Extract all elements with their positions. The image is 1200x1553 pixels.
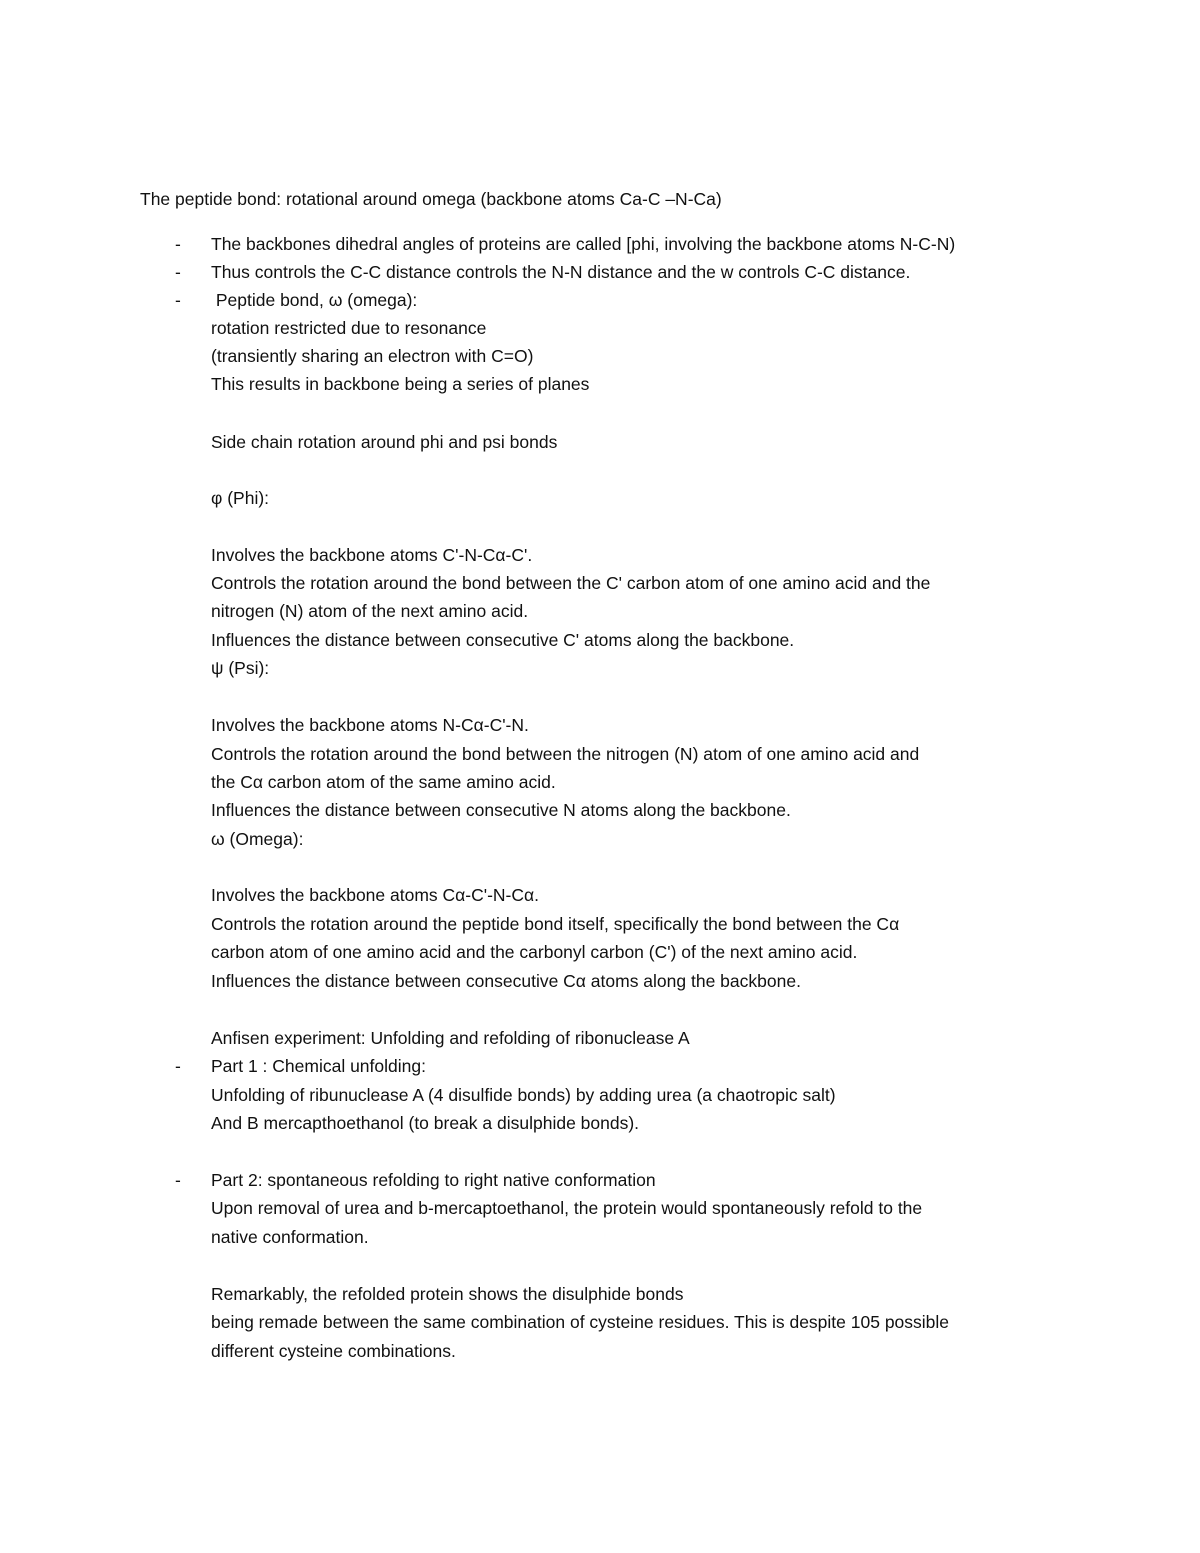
anfinsen-heading: Anfisen experiment: Unfolding and refolding of ribonuclease A: [211, 1028, 690, 1048]
text-line: Upon removal of urea and b-mercaptoethanol, the protein would spontaneously refold to the: [211, 1198, 923, 1218]
text-line: Thus controls the C-C distance controls the N-N distance and the w controls C-C distance.: [211, 262, 911, 282]
text-line: rotation restricted due to resonance: [211, 318, 487, 338]
bullet-dash: -: [175, 1170, 181, 1190]
text-line: Involves the backbone atoms C'-N-Cα-C'.: [211, 545, 533, 565]
text-line: This results in backbone being a series of planes: [211, 374, 590, 394]
text-line: Unfolding of ribunuclease A (4 disulfide bonds) by adding urea (a chaotropic salt): [211, 1085, 836, 1105]
text-line: native conformation.: [211, 1227, 369, 1247]
text-line: The backbones dihedral angles of proteins are called [phi, involving the backbone atoms N-C-N): [211, 234, 956, 254]
bullet-dash: -: [175, 1056, 181, 1076]
text-line: Influences the distance between consecutive C' atoms along the backbone.: [211, 630, 795, 650]
bullet-dash: -: [175, 290, 181, 310]
heading-peptide-bond: The peptide bond: rotational around omega (backbone atoms Ca-C –N-Ca): [140, 189, 722, 209]
bullet-dash: -: [175, 262, 181, 282]
bullet-dash: -: [175, 234, 181, 254]
psi-heading: ψ (Psi):: [211, 658, 270, 678]
text-line: Influences the distance between consecutive N atoms along the backbone.: [211, 800, 791, 820]
text-line: nitrogen (N) atom of the next amino acid.: [211, 601, 529, 621]
text-line: Controls the rotation around the peptide bond itself, specifically the bond between the Cα: [211, 914, 900, 934]
text-line: Remarkably, the refolded protein shows the disulphide bonds: [211, 1284, 684, 1304]
text-line: Controls the rotation around the bond between the nitrogen (N) atom of one amino acid and: [211, 744, 920, 764]
text-line: Part 2: spontaneous refolding to right native conformation: [211, 1170, 656, 1190]
text-line: carbon atom of one amino acid and the carbonyl carbon (C') of the next amino acid.: [211, 942, 858, 962]
phi-heading: φ (Phi):: [211, 488, 270, 508]
text-line: Controls the rotation around the bond between the C' carbon atom of one amino acid and the: [211, 573, 931, 593]
text-line: (transiently sharing an electron with C=O): [211, 346, 534, 366]
omega-heading: ω (Omega):: [211, 829, 304, 849]
text-line: different cysteine combinations.: [211, 1341, 456, 1361]
text-line: Involves the backbone atoms Cα-C'-N-Cα.: [211, 885, 539, 905]
text-line: Influences the distance between consecutive Cα atoms along the backbone.: [211, 971, 801, 991]
text-line: Peptide bond, ω (omega):: [211, 290, 418, 310]
text-line: Involves the backbone atoms N-Cα-C'-N.: [211, 715, 529, 735]
text-line: Part 1 : Chemical unfolding:: [211, 1056, 426, 1076]
text-line: And B mercapthoethanol (to break a disulphide bonds).: [211, 1113, 640, 1133]
text-line: the Cα carbon atom of the same amino acid.: [211, 772, 556, 792]
text-line: Side chain rotation around phi and psi bonds: [211, 432, 558, 452]
text-line: being remade between the same combination of cysteine residues. This is despite 105 possible: [211, 1312, 950, 1332]
